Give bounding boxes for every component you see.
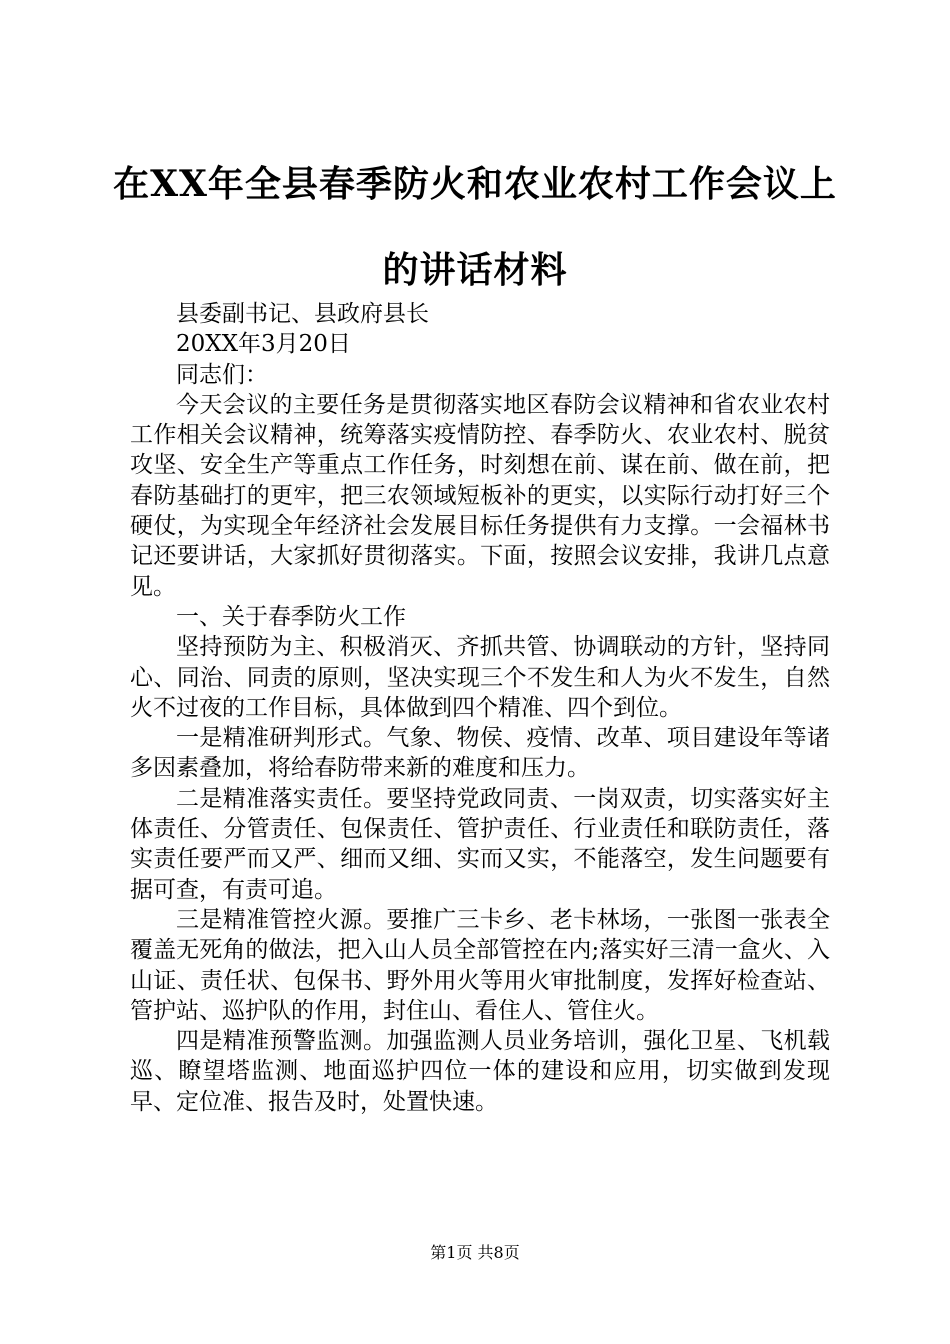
body-paragraph: 一是精准研判形式。气象、物侯、疫情、改革、项目建设年等诸多因素叠加，将给春防带来新的难度和压力。 [130,725,830,782]
document-title-line-2: 的讲话材料 [382,249,568,291]
body-paragraph: 四是精准预警监测。加强监测人员业务培训，强化卫星、飞机载巡、瞭望塔监测、地面巡护四位一体的建设和应用，切实做到发现早、定位准、报告及时，处置快速。 [130,1028,830,1115]
document-body [130,299,830,1117]
body-paragraph: 今天会议的主要任务是贯彻落实地区春防会议精神和省农业农村工作相关会议精神，统筹落实疫情防控、春季防火、农业农村、脱贫攻坚、安全生产等重点工作任务，时刻想在前、谋在前、做在前，把春防基础打的更牢，把三农领域短板补的更实，以实际行动打好三个硬仗，为实现全年经济社会发展目标任务提供有力支撑。一会福林书记还要讲话，大家抓好贯彻落实。下面，按照会议安排，我讲几点意见。 [130,391,830,600]
page-number-footer: 第1页 共8页 [430,1243,520,1262]
speaker-line: 县委副书记、县政府县长 [176,301,429,327]
section-heading: 一、关于春季防火工作 [176,603,406,630]
salutation: 同志们： [176,361,268,388]
date-line: 20XX年3月20日 [176,331,351,358]
body-paragraph: 三是精准管控火源。要推广三卡乡、老卡林场，一张图一张表全覆盖无死角的做法，把入山人员全部管控在内;落实好三清一盒火、入山证、责任状、包保书、野外用火等用火审批制度，发挥好检查站、管护站、巡护队的作用，封住山、看住人、管住火。 [130,906,830,1024]
document-title-line-1: 在XX年全县春季防火和农业农村工作会议上 [113,163,837,205]
body-paragraph: 坚持预防为主、积极消灭、齐抓共管、协调联动的方针，坚持同心、同治、同责的原则，坚决实现三个不发生和人为火不发生，自然火不过夜的工作目标，具体做到四个精准、四个到位。 [130,634,830,721]
body-paragraph: 二是精准落实责任。要坚持党政同责、一岗双责，切实落实好主体责任、分管责任、包保责任、管护责任、行业责任和联防责任，落实责任要严而又严、细而又细、实而又实，不能落空，发生问题要有据可查，有责可追。 [130,785,830,903]
